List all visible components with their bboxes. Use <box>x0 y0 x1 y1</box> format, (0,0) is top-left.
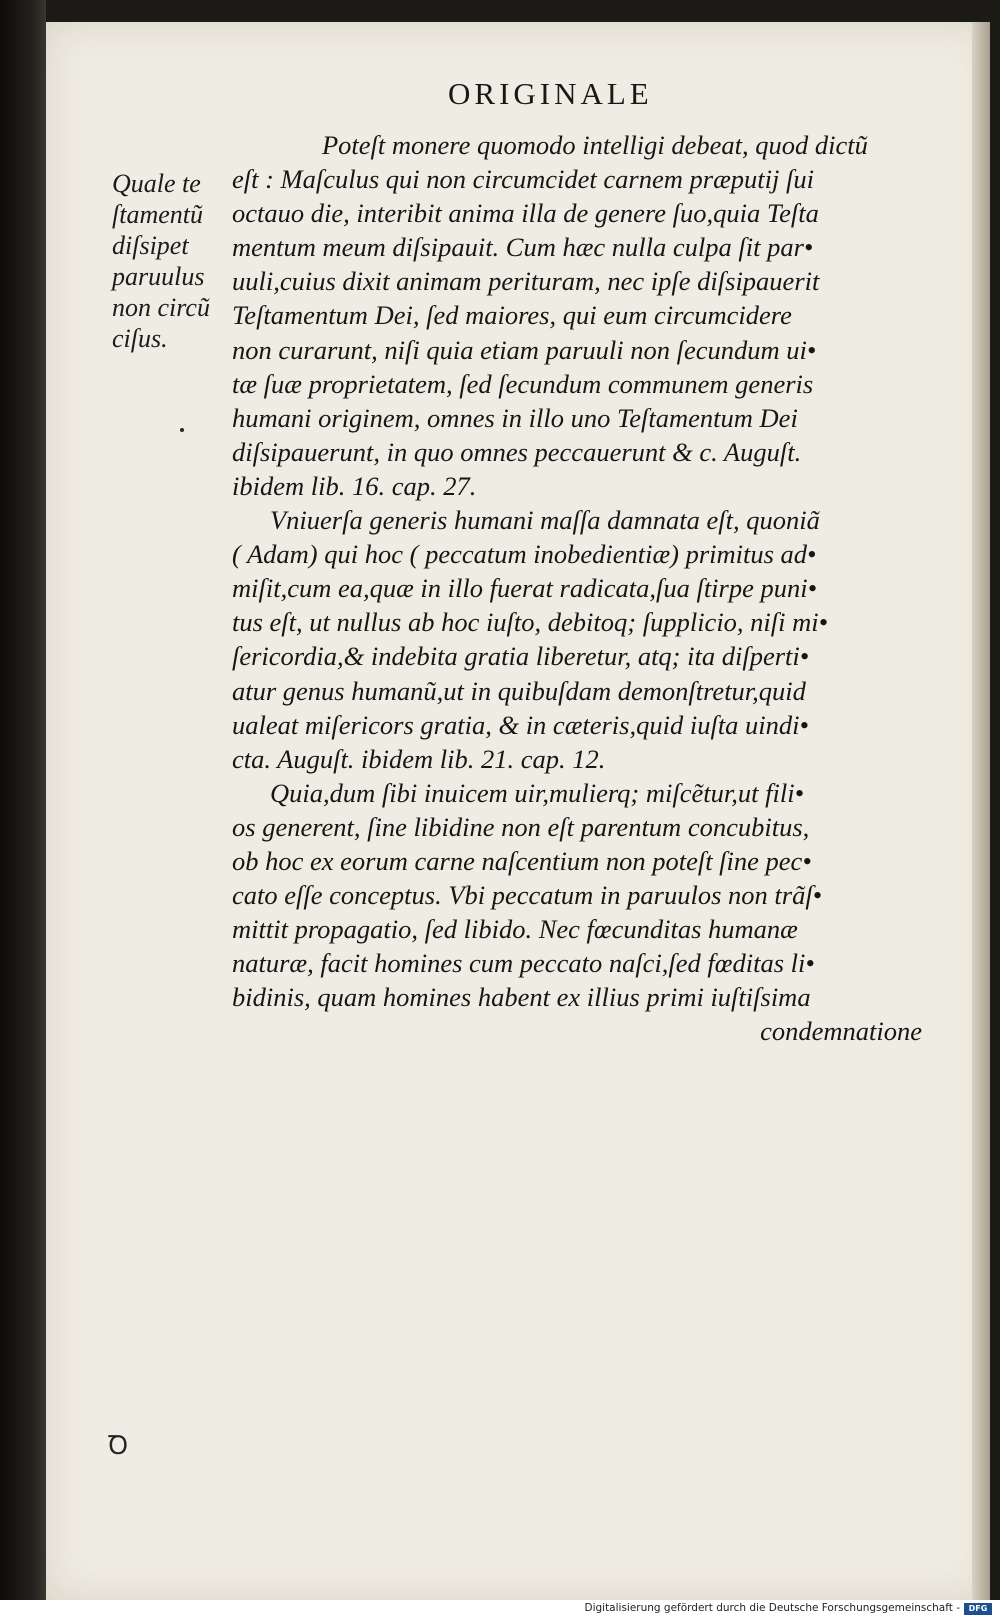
text-line: cta. Auguſt. ibidem lib. 21. cap. 12. <box>232 743 606 774</box>
text-line: ob hoc ex eorum carne naſcentium non poteſt ſine pec• <box>232 845 812 876</box>
marginal-note-line: ciſus. <box>112 324 168 353</box>
marginal-note-line: ſtamentũ <box>112 200 203 229</box>
scan-background-edge <box>0 0 46 1618</box>
text-line: Quia,dum ſibi inuicem uir,mulierq; miſcẽtur,ut fili• <box>270 777 804 808</box>
marginal-note <box>112 168 232 354</box>
body-text <box>232 128 922 1049</box>
text-line: mittit propagatio, ſed libido. Nec fœcunditas humanæ <box>232 914 798 945</box>
page-fore-edge <box>972 22 990 1600</box>
text-line: ualeat miſericors gratia, & in cæteris,quid iuſta uindi• <box>232 709 809 740</box>
marginal-note-line: Quale te <box>112 169 201 198</box>
marginal-note-line: paruulus <box>112 262 205 291</box>
text-line: ibidem lib. 16. cap. 27. <box>232 470 477 501</box>
text-line: tæ ſuæ proprietatem, ſed ſecundum communem generis <box>232 368 814 399</box>
running-head: ORIGINALE <box>448 76 653 111</box>
dfg-logo-icon: DFG <box>964 1603 992 1615</box>
digitization-footer <box>0 1600 1000 1618</box>
text-line: non curarunt, niſi quia etiam paruuli non ſecundum ui• <box>232 334 817 365</box>
footer-credit: Digitalisierung gefördert durch die Deutsche Forschungsgemeinschaft - <box>584 1602 960 1614</box>
margin-dot <box>180 428 184 432</box>
text-line: tus eſt, ut nullus ab hoc iuſto, debitoq; ſupplicio, niſi mi• <box>232 607 828 638</box>
text-line: Vniuerſa generis humani maſſa damnata eſt, quoniã <box>270 505 820 536</box>
signature-mark: Ꝺ <box>108 1431 129 1460</box>
text-line: eſt : Maſculus qui non circumcidet carnem præputij ſui <box>232 164 814 195</box>
text-line: naturæ, facit homines cum peccato naſci,ſed fœditas li• <box>232 948 815 979</box>
text-line: mentum meum diſsipauit. Cum hæc nulla culpa ſit par• <box>232 232 814 263</box>
text-line: humani originem, omnes in illo uno Teſtamentum Dei <box>232 402 798 433</box>
text-line: uuli,cuius dixit animam perituram, nec ipſe diſsipauerit <box>232 266 820 297</box>
text-line: ( Adam) qui hoc ( peccatum inobedientiæ) primitus ad• <box>232 539 817 570</box>
text-line: ſericordia,& indebita gratia liberetur, atq; ita diſperti• <box>232 641 810 672</box>
text-line: bidinis, quam homines habent ex illius primi iuſtiſsima <box>232 982 811 1013</box>
marginal-note-line: diſsipet <box>112 231 189 260</box>
text-line: atur genus humanũ,ut in quibuſdam demonſtretur,quid <box>232 675 806 706</box>
text-line: cato eſſe conceptus. Vbi peccatum in paruulos non trãſ• <box>232 880 822 911</box>
text-line: Teſtamentum Dei, ſed maiores, qui eum circumcidere <box>232 300 792 331</box>
text-line: Poteſt monere quomodo intelligi debeat, quod dictũ <box>322 130 868 160</box>
text-line: os generent, ſine libidine non eſt parentum concubitus, <box>232 811 810 842</box>
marginal-note-line: non circũ <box>112 293 210 322</box>
text-line: octauo die, interibit anima illa de genere ſuo,quia Teſta <box>232 198 819 229</box>
catchword: condemnatione <box>760 1016 922 1047</box>
text-line: miſit,cum ea,quæ in illo fuerat radicata,ſua ſtirpe puni• <box>232 573 817 604</box>
text-line: diſsipauerunt, in quo omnes peccauerunt & c. Auguſt. <box>232 436 802 467</box>
